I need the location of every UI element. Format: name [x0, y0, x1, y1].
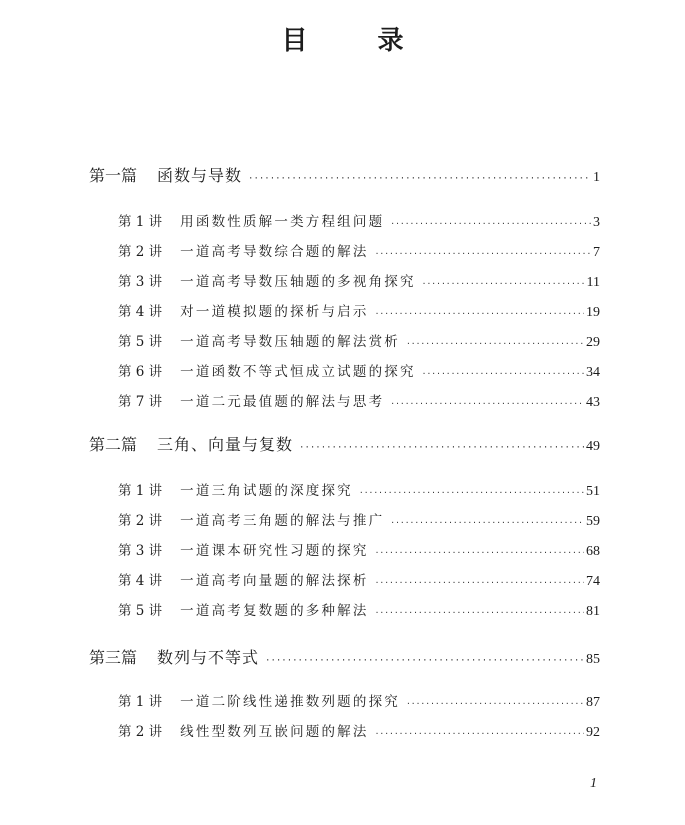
dot-leader [422, 369, 584, 378]
toc-entry[interactable] [118, 360, 600, 381]
dot-leader [406, 699, 584, 708]
part-number: 第一篇 [89, 166, 138, 185]
lecture-title: 一道高考向量题的解法探析 [180, 573, 369, 589]
page-number: 7 [593, 245, 600, 260]
toc-entry[interactable] [118, 270, 600, 291]
page-number: 11 [586, 275, 600, 290]
page-number: 49 [586, 439, 600, 454]
page-number: 68 [586, 544, 600, 559]
lecture-number: 第 2 讲 [118, 513, 163, 529]
part-number: 第二篇 [89, 435, 138, 454]
lecture-title: 一道高考三角题的解法与推广 [180, 513, 385, 529]
dot-leader [375, 608, 584, 617]
page-number: 74 [586, 574, 600, 589]
toc-part-3[interactable] [89, 645, 600, 668]
toc-entry[interactable] [118, 390, 600, 411]
lecture-title: 一道高考导数压轴题的解法赏析 [180, 334, 400, 350]
part-title: 数列与不等式 [157, 648, 260, 667]
lecture-number: 第 1 讲 [118, 694, 163, 710]
page-number: 3 [593, 215, 600, 230]
lecture-title: 一道课本研究性习题的探究 [180, 543, 369, 559]
part-title: 函数与导数 [157, 166, 243, 185]
lecture-number: 第 1 讲 [118, 483, 163, 499]
lecture-title: 一道高考导数综合题的解法 [180, 244, 369, 260]
dot-leader [375, 249, 591, 258]
lecture-number: 第 4 讲 [118, 304, 163, 320]
toc-entry[interactable] [118, 539, 600, 560]
lecture-number: 第 2 讲 [118, 244, 163, 260]
dot-leader [406, 339, 584, 348]
lecture-title: 对一道模拟题的探析与启示 [180, 304, 369, 320]
lecture-number: 第 3 讲 [118, 274, 163, 290]
lecture-number: 第 4 讲 [118, 573, 163, 589]
lecture-title: 一道三角试题的深度探究 [180, 483, 353, 499]
dot-leader [375, 548, 584, 557]
toc-part-2[interactable] [89, 432, 600, 455]
lecture-title: 线性型数列互嵌问题的解法 [180, 724, 369, 740]
part-title: 三角、向量与复数 [157, 435, 294, 454]
dot-leader [422, 279, 585, 288]
page-number: 59 [586, 514, 600, 529]
dot-leader [390, 219, 591, 228]
toc-entry[interactable] [118, 599, 600, 620]
page-number: 51 [586, 484, 600, 499]
dot-leader [375, 578, 584, 587]
lecture-number: 第 1 讲 [118, 214, 163, 230]
dot-leader [375, 309, 584, 318]
toc-entry[interactable] [118, 300, 600, 321]
page-number: 1 [593, 170, 600, 185]
dot-leader [248, 174, 591, 184]
page-number: 87 [586, 695, 600, 710]
toc-entry[interactable] [118, 569, 600, 590]
lecture-number: 第 6 讲 [118, 364, 163, 380]
lecture-number: 第 2 讲 [118, 724, 163, 740]
lecture-number: 第 3 讲 [118, 543, 163, 559]
part-number: 第三篇 [89, 648, 138, 667]
lecture-title: 用函数性质解一类方程组问题 [180, 214, 385, 230]
dot-leader [299, 443, 584, 453]
toc-entry[interactable] [118, 240, 600, 261]
lecture-title: 一道函数不等式恒成立试题的探究 [180, 364, 416, 380]
toc-entry[interactable] [118, 210, 600, 231]
lecture-title: 一道高考复数题的多种解法 [180, 603, 369, 619]
page-folio: 1 [590, 776, 597, 791]
dot-leader [390, 399, 584, 408]
lecture-number: 第 5 讲 [118, 603, 163, 619]
page-number: 85 [586, 652, 600, 667]
toc-entry[interactable] [118, 479, 600, 500]
dot-leader [375, 729, 584, 738]
toc-entry[interactable] [118, 720, 600, 741]
page-number: 43 [586, 395, 600, 410]
page-number: 29 [586, 335, 600, 350]
page-title: 目 录 [281, 26, 426, 56]
toc-entry[interactable] [118, 690, 600, 711]
lecture-number: 第 7 讲 [118, 394, 163, 410]
lecture-title: 一道二阶线性递推数列题的探究 [180, 694, 400, 710]
lecture-title: 一道二元最值题的解法与思考 [180, 394, 385, 410]
dot-leader [390, 518, 584, 527]
toc-entry[interactable] [118, 509, 600, 530]
page-number: 19 [586, 305, 600, 320]
toc-entry[interactable] [118, 330, 600, 351]
dot-leader [265, 656, 584, 666]
page-number: 81 [586, 604, 600, 619]
page-number: 92 [586, 725, 600, 740]
lecture-title: 一道高考导数压轴题的多视角探究 [180, 274, 416, 290]
toc-part-1[interactable] [89, 163, 600, 186]
dot-leader [359, 488, 584, 497]
page-number: 34 [586, 365, 600, 380]
lecture-number: 第 5 讲 [118, 334, 163, 350]
